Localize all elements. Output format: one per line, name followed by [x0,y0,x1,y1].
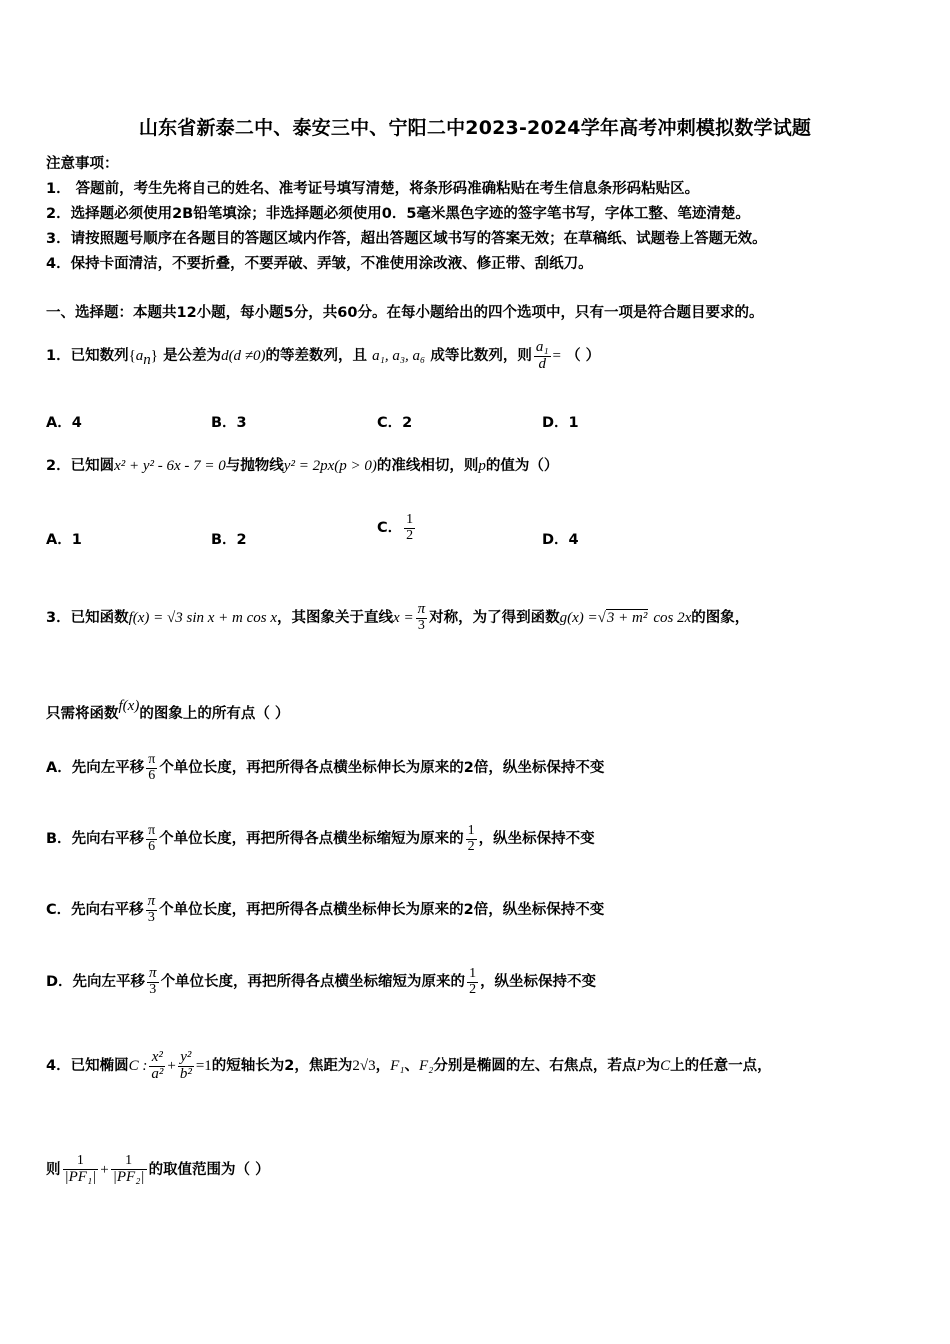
q1-cond: d(d ≠0) [221,348,266,364]
q2-parabola-eq: y² = 2px(p > 0) [283,458,377,474]
q2-text-2: 与抛物线 [225,458,284,474]
page-title: 山东省新泰二中、泰安三中、宁阳二中2023-2024学年高考冲刺模拟数学试题 [138,117,812,139]
notice-heading: 注意事项： [46,156,119,172]
q2-option-b: B．2 [211,532,247,548]
question-4: 4．已知椭圆C : $\frac{\text{x²}}{\text{a²}}$ + $\frac{\text{y²}}{\text{b²}}$ =1的短轴长为2，焦距为2√3，F₁、F₂分别是椭圆的左、右焦点，若点P为C上的任意一点， [46,1048,772,1082]
q3-line-fraction: $\frac{\pi}{3}$ [417,601,426,634]
q2-option-c-fraction: $\frac{1}{2}$ [406,511,414,543]
q3-g-lhs: g(x) = [559,610,598,626]
q2-option-d: D．4 [542,532,579,548]
q3-option-b: B．先向右平移 $\frac{\pi}{6}$ 个单位长度，再把所得各点横坐标缩短为原来的 $\frac{1}{2}$ ，纵坐标保持不变 [46,822,595,854]
q2-option-c: C． $\frac{1}{2}$ [377,511,414,543]
question-1: 1．已知数列$\{a_n\}$ 是公差为d(d ≠0)的等差数列，且 a₁, a₃, a₆ 成等比数列，则 $\frac{\text{a₁}}{d}$ = （ ） [46,338,601,372]
q3-line-lhs: x = [393,610,414,626]
q2-option-a: A．1 [46,532,82,548]
q3-text-2: ，其图象关于直线 [277,610,394,626]
notice-item-4: 4．保持卡面清洁，不要折叠，不要弄破、弄皱，不准使用涂改液、修正带、刮纸刀。 [46,256,593,272]
q1-text-3: 的等差数列，且 [265,348,368,364]
q3-text-3: 对称，为了得到函数 [429,610,560,626]
q3-g-rhs: cos 2x [653,610,692,626]
q3-g-radicand: 3 + m² [606,610,648,626]
q4-ellipse-c: C : [128,1058,148,1074]
q2-var-p: p [478,458,486,474]
q4-line-2: 则 $\frac{1}{\text{|PF₁|}}$ + $\frac{1}{\text{|PF₂|}}$ 的取值范围为（ ） [46,1153,270,1185]
q1-option-a: A．4 [46,415,82,431]
q3-option-c: C．先向右平移 $\frac{\pi}{3}$ 个单位长度，再把所得各点横坐标伸长为原来的2倍，纵坐标保持不变 [46,893,605,926]
q3-option-d-half: $\frac{1}{2}$ [469,965,477,997]
notice-item-1: 1． 答题前，考生先将自己的姓名、准考证号填写清楚，将条形码准确粘贴在考生信息条形码粘贴区。 [46,181,700,197]
question-3: 3．已知函数f(x) = √3 sin x + m cos x，其图象关于直线x = $\frac{\pi}{3}$ 对称，为了得到函数g(x) =√3 + m² cos 2x的图象， [46,601,750,634]
q2-circle-eq: x² + y² - 6x - 7 = 0 [114,458,226,474]
q4-focal: 2√3 [352,1058,376,1074]
q1-terms: a₁, a₃, a₆ [372,348,426,364]
q3-line-2: 只需将函数f(x)的图象上的所有点（ ） [46,698,290,722]
q1-seq: $\{a_n\}$ [128,348,158,368]
q3-fx: f(x) [118,698,140,714]
q1-option-c: C．2 [377,415,413,431]
section-heading: 一、选择题：本题共12小题，每小题5分，共60分。在每小题给出的四个选项中，只有一项是符合题目要求的。 [46,305,764,321]
question-2 [46,446,558,486]
q1-fraction: $\frac{\text{a₁}}{d}$ [535,338,549,372]
q1-text-4: 成等比数列，则 [430,348,532,364]
q2-text-4: 的值为（） [485,458,559,474]
q2-text-1: 2．已知圆 [46,458,115,474]
q3-option-a: A．先向左平移 $\frac{\pi}{6}$ 个单位长度，再把所得各点横坐标伸长为原来的2倍，纵坐标保持不变 [46,751,605,783]
q1-text-2: 是公差为 [163,348,222,364]
q3-option-d: D．先向左平移 $\frac{\pi}{3}$ 个单位长度，再把所得各点横坐标缩短为原来的 $\frac{1}{2}$ ，纵坐标保持不变 [46,965,597,998]
q3-option-b-half: $\frac{1}{2}$ [467,822,475,854]
notice-item-3: 3．请按照题号顺序在各题目的答题区域内作答，超出答题区域书写的答案无效；在草稿纸、试题卷上答题无效。 [46,231,767,247]
notice-item-2: 2．选择题必须使用2B铅笔填涂；非选择题必须使用0．5毫米黑色字迹的签字笔书写，字体工整、笔迹清楚。 [46,206,750,222]
q1-text-5: （ ） [566,348,601,364]
q3-text-4: 的图象， [691,610,750,626]
q1-option-d: D．1 [542,415,579,431]
q1-option-b: B．3 [211,415,247,431]
q1-text-1: 1．已知数列 [46,348,129,364]
q3-f-eq: f(x) = √3 sin x + m cos x [128,610,278,626]
q2-text-3: 的准线相切，则 [376,458,479,474]
q3-text-1: 3．已知函数 [46,610,129,626]
